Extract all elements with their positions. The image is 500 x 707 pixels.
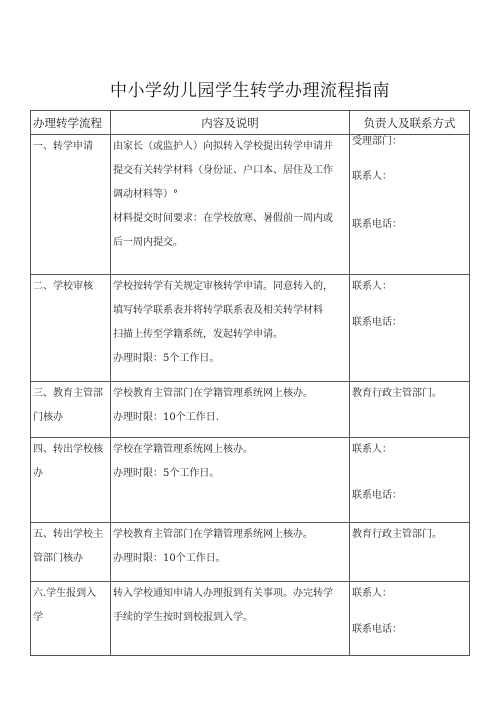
step-cell	[31, 582, 111, 656]
step-text: 四、转出学校核	[33, 444, 103, 455]
step-cell	[31, 275, 111, 382]
page-title: 中小学幼儿园学生转学办理流程指南	[110, 81, 390, 101]
content-cell	[111, 382, 350, 438]
step-text: 一、转学申请	[33, 141, 93, 152]
table-row	[31, 382, 470, 438]
step-cell	[31, 135, 111, 275]
content-line: 扫描上传至学籍系统，发起转学申请。	[113, 329, 283, 340]
content-line: 学校按转学有关规定审核转学申请。同意转入的，	[113, 281, 333, 292]
content-line: 转入学校通知申请人办理报到有关事项。办完转学	[113, 588, 333, 599]
content-line: 填写转学联系表并将转学联系表及相关转学材料	[113, 305, 323, 316]
table-row	[31, 275, 470, 382]
contact-phone: 联系电话：	[352, 490, 402, 501]
step-cell	[31, 438, 111, 523]
content-line: 办理时限：10个工作日。	[113, 553, 226, 564]
contact-cell	[350, 438, 470, 523]
contact-phone: 联系电话：	[352, 624, 402, 635]
content-line: 学校教育主管部门在学籍管理系统网上核办。	[113, 529, 313, 540]
content-line: 学校在学籍管理系统网上核办。	[113, 444, 253, 455]
step-text: 二、学校审核	[33, 281, 93, 292]
content-cell	[111, 438, 350, 523]
step-text: 三、教育主管部	[33, 388, 103, 399]
content-line: 提交有关转学材料（身份证、户口本、居住及工作	[113, 165, 333, 176]
header-contact: 负责人及联系方式	[350, 111, 470, 135]
contact-cell	[350, 523, 470, 582]
content-line: 后一周内提交。	[113, 237, 183, 248]
contact-phone: 联系电话：	[352, 219, 402, 230]
contact-phone: 联系电话：	[352, 317, 402, 328]
content-line: 由家长（或监护人）向拟转入学校提出转学申请并	[113, 141, 333, 152]
header-content: 内容及说明	[111, 111, 350, 135]
table-row	[31, 582, 470, 656]
contact-cell	[350, 382, 470, 438]
contact-cell	[350, 582, 470, 656]
step-text: 管部门核办	[33, 553, 83, 564]
step-text: 五、转出学校主	[33, 529, 103, 540]
table-row	[31, 135, 470, 275]
content-line: 手续的学生按时到校报到入学。	[113, 612, 253, 623]
step-text: 六.学生报到入	[33, 588, 97, 599]
contact-dept: 教育行政主管部门。	[352, 529, 442, 540]
content-line: 办理时限：10个工作日.	[113, 412, 219, 423]
header-step: 办理转学流程	[31, 111, 111, 135]
table-header-row	[31, 111, 470, 135]
content-cell	[111, 135, 350, 275]
content-line: 办理时限：5个工作日。	[113, 468, 220, 479]
contact-person: 联系人：	[352, 444, 392, 455]
contact-person: 联系人：	[352, 281, 392, 292]
contact-dept: 教育行政主管部门。	[352, 388, 442, 399]
contact-person: 联系人：	[352, 588, 392, 599]
step-cell	[31, 523, 111, 582]
step-text: 学	[33, 612, 43, 623]
table-row	[31, 523, 470, 582]
step-cell	[31, 382, 111, 438]
contact-dept: 受理部门：	[352, 136, 402, 147]
content-line: 材料提交时间要求：在学校放寒、暑假前一周内或	[113, 213, 333, 224]
table-row	[31, 438, 470, 523]
step-text: 办	[33, 468, 43, 479]
content-cell	[111, 582, 350, 656]
content-cell	[111, 523, 350, 582]
step-text: 门核办	[33, 412, 63, 423]
content-cell	[111, 275, 350, 382]
contact-cell	[350, 135, 470, 275]
contact-cell	[350, 275, 470, 382]
content-line: 办理时限：5个工作日。	[113, 353, 220, 364]
transfer-process-table	[30, 110, 470, 656]
contact-person: 联系人：	[352, 171, 392, 182]
content-line: 学校教育主管部门在学籍管理系统网上核办。	[113, 388, 313, 399]
content-line: 调动材料等）°	[113, 189, 178, 200]
